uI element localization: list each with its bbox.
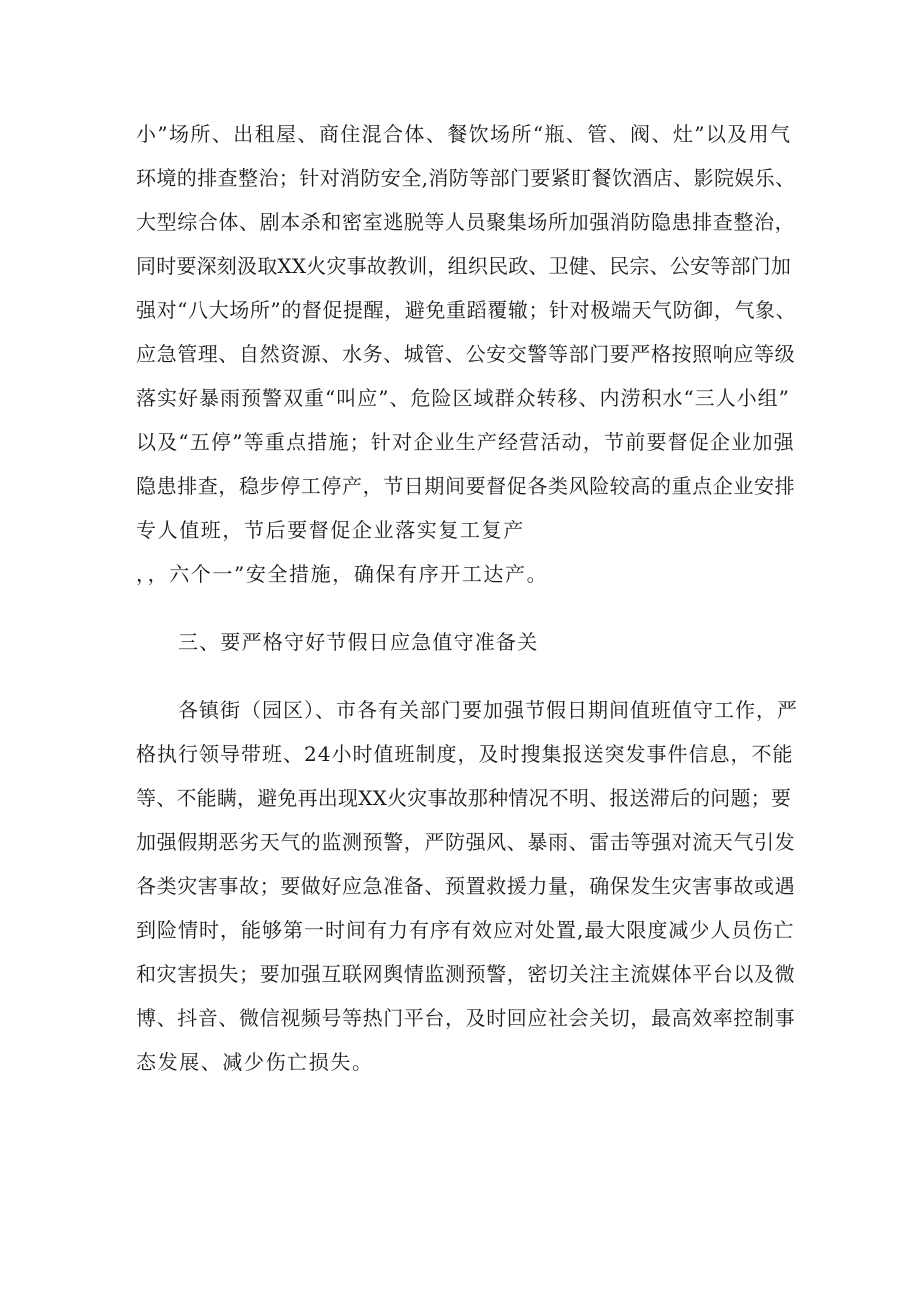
para2-line-6: 到险情时，能够第一时间有力有序有效应对处置,最大限度减少人员伤亡 bbox=[136, 918, 795, 942]
para1-line-4: 同时要深刻汲取XX火灾事故教训，组织民政、卫健、民宗、公安等部门加 bbox=[136, 254, 792, 278]
para2-line-9: 态发展、减少伤亡损失。 bbox=[136, 1050, 374, 1074]
para2-line-8: 博、抖音、微信视频号等热门平台，及时回应社会关切，最高效率控制事 bbox=[136, 1006, 796, 1030]
para2-line-4: 加强假期恶劣天气的监测预警，严防强风、暴雨、雷击等强对流天气引发 bbox=[136, 830, 796, 854]
para2-line-3: 等、不能瞒，避免再出现XX火灾事故那种情况不明、报送滞后的问题；要 bbox=[136, 786, 792, 810]
para1-line-1: 小”场所、出租屋、商住混合体、餐饮场所“瓶、管、阀、灶”以及用气 bbox=[136, 122, 792, 146]
para2-line-5: 各类灾害事故；要做好应急准备、预置救援力量，确保发生灾害事故或遇 bbox=[136, 874, 796, 898]
para1-line-8: 以及“五停”等重点措施；针对企业生产经营活动，节前要督促企业加强 bbox=[136, 430, 795, 454]
para1-line-10: 专人值班，节后要督促企业落实复工复产 bbox=[136, 518, 525, 542]
para2-line-2: 格执行领导带班、24小时值班制度，及时搜集报送突发事件信息，不能 bbox=[136, 742, 794, 766]
para1-line-5: 强对“八大场所”的督促提醒，避免重蹈覆辙；针对极端天气防御，气象、 bbox=[136, 298, 797, 322]
para2-line-1: 各镇街（园区）、市各有关部门要加强节假日期间值班值守工作，严 bbox=[178, 698, 798, 722]
para2-line-7: 和灾害损失；要加强互联网舆情监测预警，密切关注主流媒体平台以及微 bbox=[136, 962, 796, 986]
para1-line-9: 隐患排查，稳步停工停产，节日期间要督促各类风险较高的重点企业安排 bbox=[136, 474, 796, 498]
section-heading-3: 三、要严格守好节假日应急值守准备关 bbox=[178, 630, 539, 654]
para1-line-2: 环境的排查整治；针对消防安全,消防等部门要紧盯餐饮酒店、影院娱乐、 bbox=[136, 166, 796, 190]
para1-line-11: ，，六个一”安全措施，确保有序开工达产。 bbox=[136, 562, 549, 586]
para1-line-3: 大型综合体、剧本杀和密室逃脱等人员聚集场所加强消防隐患排查整治， bbox=[136, 210, 796, 234]
para1-line-6: 应急管理、自然资源、水务、城管、公安交警等部门要严格按照响应等级 bbox=[136, 342, 796, 366]
para1-line-7: 落实好暴雨预警双重“叫应”、危险区域群众转移、内涝积水“三人小组” bbox=[136, 386, 790, 410]
